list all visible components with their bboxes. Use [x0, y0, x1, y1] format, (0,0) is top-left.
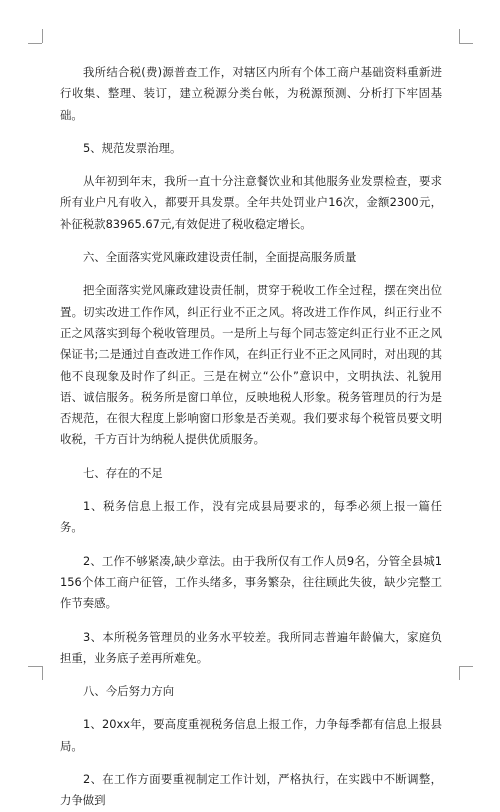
document-body: [60, 62, 442, 812]
list-item-shortcoming-3: 3、本所税务管理员的业务水平较差。我所同志普遍年龄偏大，家庭负担重，业务底子差再所难免。: [60, 629, 442, 665]
heading-invoice-management: 5、规范发票治理。: [83, 140, 182, 155]
list-item-direction-2: 2、在工作方面要重视制定工作计划，严格执行，在实践中不断调整，力争做到: [60, 772, 442, 808]
list-item-shortcoming-2: 2、工作不够紧凑,缺少章法。由于我所仅有工作人员9名，分管全县城1156个体工商户征管，工作头绪多，事务繁杂，往往顾此失彼，缺少完整工作节奏感。: [60, 553, 442, 611]
list-item-direction-1: 1、20xx年，要高度重视税务信息上报工作，力争每季都有信息上报县局。: [60, 717, 442, 753]
heading-section-seven: 七、存在的不足: [83, 465, 163, 480]
paragraph-anti-corruption: 把全面落实党风廉政建设责任制，贯穿于税收工作全过程，摆在突出位置。切实改进工作作风，纠正行业不正之风。将改进工作作风，纠正行业不正之风落实到每个税收管理员。一是所上与每个同志签定纠正行业不正之风保证书;二是通过自查改进工作作风，在纠正行业不正之风同时，对出现的其他不良现象及时作了纠正。三是在树立“公仆”意识中，文明执法、礼貌用语、诚信服务。税务所是窗口单位，反映地税人形象。税务管理员的行为是否规范，在很大程度上影响窗口形象是否美观。我们要求每个税管员要文明收税，千方百计为纳税人提供优质服务。: [60, 283, 442, 447]
crop-mark-top-right-h: [459, 43, 473, 44]
heading-section-six: 六、全面落实党风廉政建设责任制，全面提高服务质量: [83, 250, 357, 265]
crop-mark-top-left-v: [42, 29, 43, 43]
list-item-shortcoming-1: 1、税务信息上报工作，没有完成县局要求的，每季必须上报一篇任务。: [60, 499, 442, 535]
crop-mark-bottom-left-v: [42, 666, 43, 680]
paragraph-tax-source-survey: 我所结合税(费)源普查工作，对辖区内所有个体工商户基础资料重新进行收集、整理、装订，建立税源分类台帐，为税源预测、分析打下牢固基础。: [60, 65, 442, 122]
crop-mark-top-right-v: [459, 29, 460, 43]
crop-mark-top-left-h: [28, 43, 42, 44]
crop-mark-bottom-left-h: [28, 666, 42, 667]
paragraph-invoice-inspection: 从年初到年末，我所一直十分注意餐饮业和其他服务业发票检查，要求所有业户凡有收入，都要开具发票。全年共处罚业户16次，金额2300元，补征税款83965.67元,有效促进了税收稳定增长。: [60, 174, 442, 231]
crop-mark-bottom-right-v: [459, 666, 460, 680]
heading-section-eight: 八、今后努力方向: [83, 684, 175, 699]
crop-mark-bottom-right-h: [459, 666, 473, 667]
